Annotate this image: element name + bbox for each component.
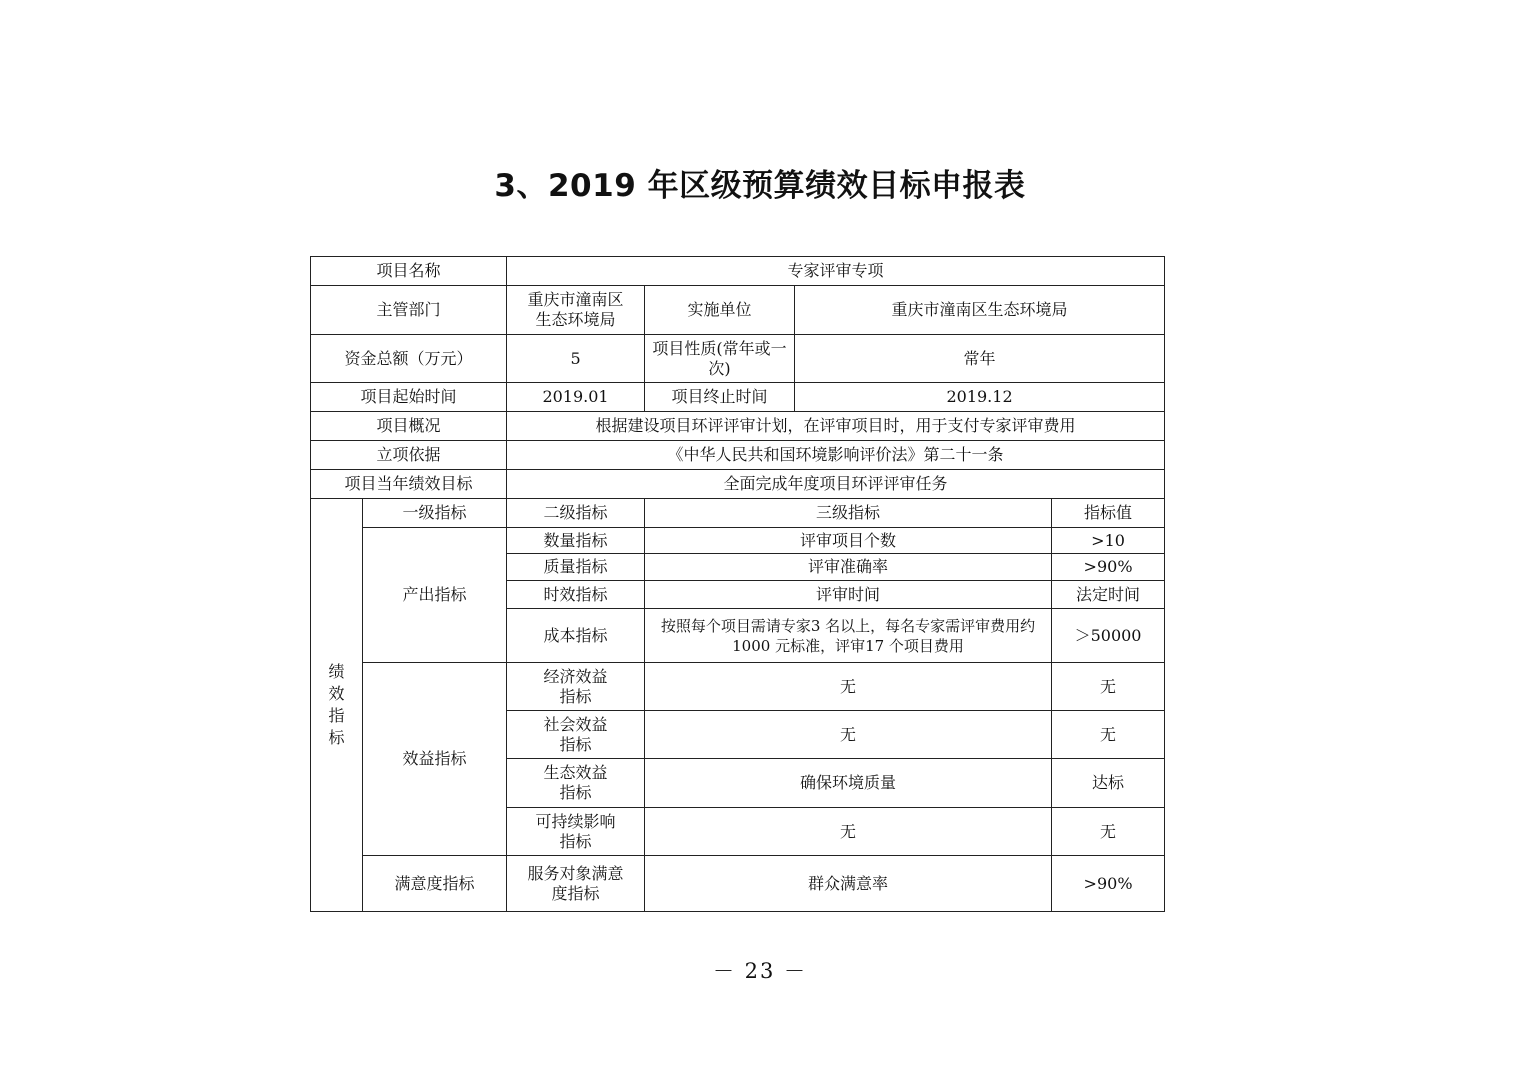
satisfaction-indicator-label: 满意度指标	[363, 856, 507, 912]
level3-cell: 群众满意率	[645, 856, 1052, 912]
level3-cell: 按照每个项目需请专家3 名以上，每名专家需评审费用约1000 元标准，评审17 个项目费用	[645, 609, 1052, 663]
level2-cell: 质量指标	[507, 554, 645, 581]
row-basis	[311, 441, 1165, 470]
level2-cell: 社会效益指标	[507, 711, 645, 759]
overview-value: 根据建设项目环评评审计划，在评审项目时，用于支付专家评审费用	[507, 412, 1165, 441]
start-time-label: 项目起始时间	[311, 383, 507, 412]
row-period	[311, 383, 1165, 412]
budget-performance-table	[310, 256, 1165, 912]
page-number: － 23 －	[712, 959, 808, 983]
page-title: 3、2019 年区级预算绩效目标申报表	[494, 168, 1026, 204]
level3-cell: 评审时间	[645, 581, 1052, 609]
level2-cell: 成本指标	[507, 609, 645, 663]
overview-label: 项目概况	[311, 412, 507, 441]
total-funds-value: 5	[507, 335, 645, 383]
value-cell: 达标	[1052, 759, 1165, 808]
end-time-value: 2019.12	[795, 383, 1165, 412]
value-cell: >90%	[1052, 554, 1165, 581]
level2-cell: 生态效益指标	[507, 759, 645, 808]
header-level2: 二级指标	[507, 499, 645, 528]
row-annual-goal	[311, 470, 1165, 499]
annual-goal-label: 项目当年绩效目标	[311, 470, 507, 499]
header-level3: 三级指标	[645, 499, 1052, 528]
project-nature-value: 常年	[795, 335, 1165, 383]
level3-cell: 无	[645, 711, 1052, 759]
table-row	[311, 663, 1165, 711]
row-departments	[311, 286, 1165, 335]
row-funds	[311, 335, 1165, 383]
level3-cell: 确保环境质量	[645, 759, 1052, 808]
level2-cell: 可持续影响指标	[507, 808, 645, 856]
level2-cell: 经济效益指标	[507, 663, 645, 711]
project-nature-label: 项目性质(常年或一次)	[645, 335, 795, 383]
value-cell: 无	[1052, 808, 1165, 856]
total-funds-label: 资金总额（万元）	[311, 335, 507, 383]
table-row	[311, 528, 1165, 554]
value-cell: 无	[1052, 663, 1165, 711]
value-cell: ＞50000	[1052, 609, 1165, 663]
competent-dept-value: 重庆市潼南区生态环境局	[507, 286, 645, 335]
value-cell: >10	[1052, 528, 1165, 554]
basis-label: 立项依据	[311, 441, 507, 470]
header-value: 指标值	[1052, 499, 1165, 528]
value-cell: 法定时间	[1052, 581, 1165, 609]
value-cell: >90%	[1052, 856, 1165, 912]
level3-cell: 无	[645, 808, 1052, 856]
implementing-unit-value: 重庆市潼南区生态环境局	[795, 286, 1165, 335]
level2-cell: 服务对象满意度指标	[507, 856, 645, 912]
row-overview	[311, 412, 1165, 441]
basis-value: 《中华人民共和国环境影响评价法》第二十一条	[507, 441, 1165, 470]
annual-goal-value: 全面完成年度项目环评评审任务	[507, 470, 1165, 499]
header-level1: 一级指标	[363, 499, 507, 528]
project-name-value: 专家评审专项	[507, 257, 1165, 286]
end-time-label: 项目终止时间	[645, 383, 795, 412]
implementing-unit-label: 实施单位	[645, 286, 795, 335]
project-name-label: 项目名称	[311, 257, 507, 286]
value-cell: 无	[1052, 711, 1165, 759]
table-row	[311, 856, 1165, 912]
start-time-value: 2019.01	[507, 383, 645, 412]
level2-cell: 时效指标	[507, 581, 645, 609]
competent-dept-label: 主管部门	[311, 286, 507, 335]
output-indicator-label: 产出指标	[363, 528, 507, 663]
row-indicator-headers	[311, 499, 1165, 528]
indicators-section-label	[311, 499, 363, 912]
indicators-section-text: 绩效指标	[328, 662, 345, 747]
row-project-name	[311, 257, 1165, 286]
level3-cell: 评审项目个数	[645, 528, 1052, 554]
level3-cell: 无	[645, 663, 1052, 711]
level2-cell: 数量指标	[507, 528, 645, 554]
level3-cell: 评审准确率	[645, 554, 1052, 581]
benefit-indicator-label: 效益指标	[363, 663, 507, 856]
